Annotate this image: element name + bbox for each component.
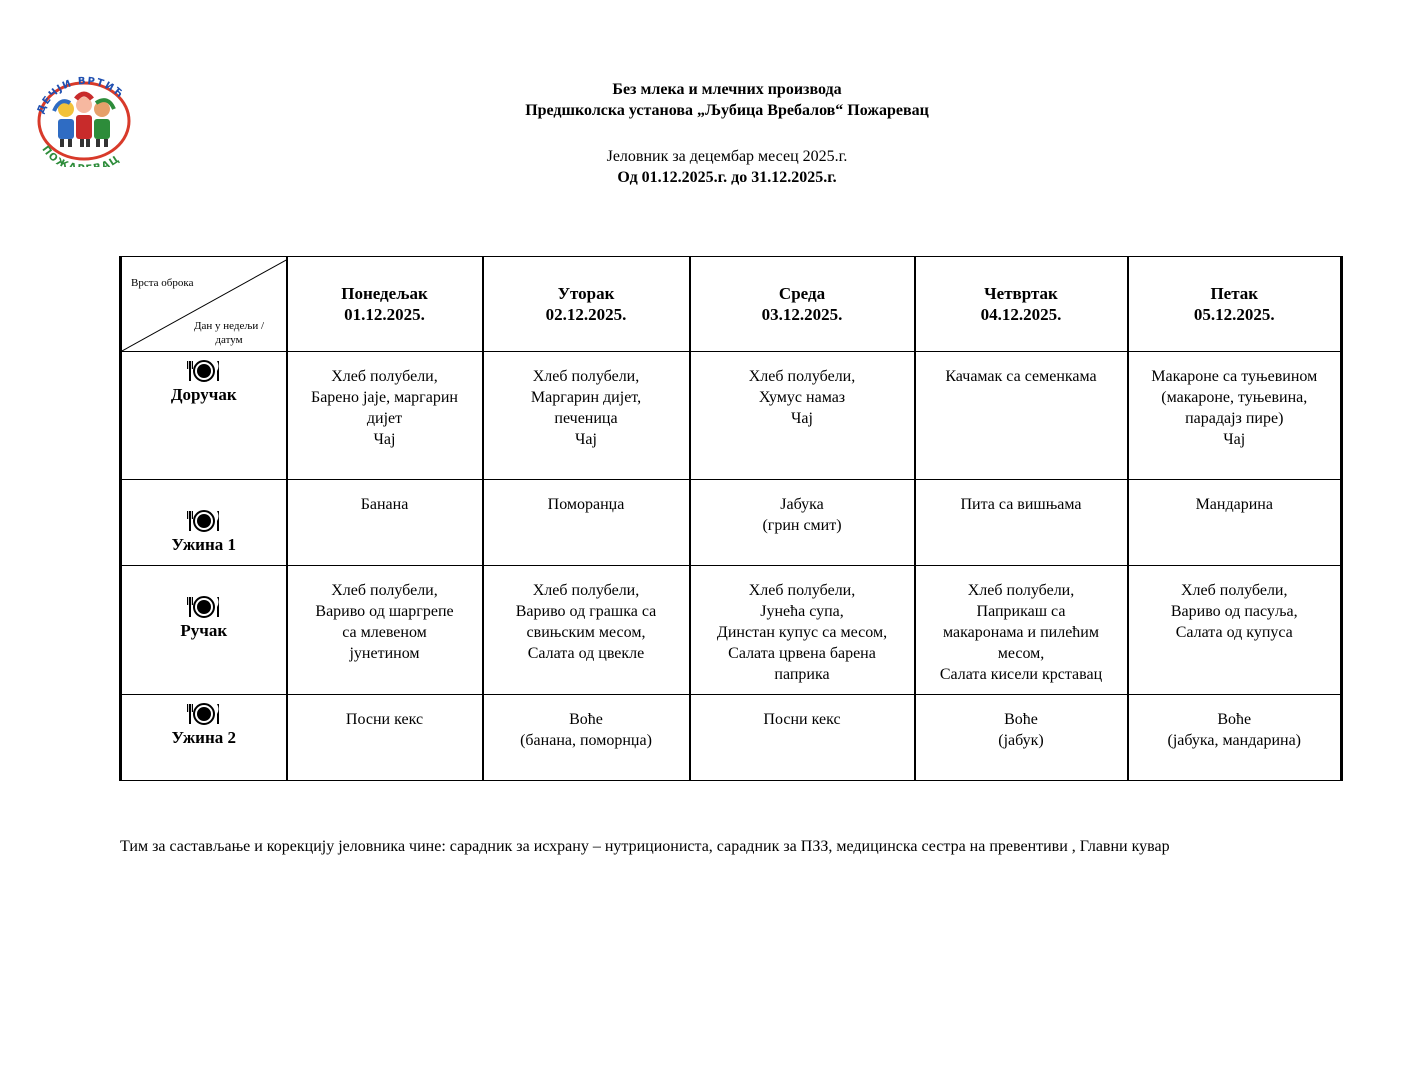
menu-cell	[1128, 352, 1342, 480]
menu-cell	[690, 352, 915, 480]
menu-item-line: Барено јаје, маргарин	[311, 389, 458, 406]
menu-item-line: печеница	[554, 410, 618, 427]
menu-cell	[690, 695, 915, 781]
corner-meal-type: Врста оброка	[131, 277, 194, 289]
document-subheader	[300, 146, 1154, 188]
corner-day-label: Дан у недељи /	[193, 320, 265, 332]
meal-type-cell	[121, 480, 287, 566]
menu-cell	[1128, 480, 1342, 566]
header-line-2: Предшколска установа „Љубица Вребалов“ Пожаревац	[525, 102, 929, 119]
day-header	[1128, 257, 1342, 352]
day-name: Петак	[1210, 284, 1259, 303]
menu-cell	[287, 480, 483, 566]
menu-item-line: свињским месом,	[526, 624, 646, 641]
corner-cell	[121, 257, 287, 352]
menu-item-line: Чај	[575, 431, 597, 448]
menu-item-line: (јабука, мандарина)	[1167, 732, 1301, 749]
day-name: Понедељак	[341, 284, 428, 303]
menu-item-line: Посни кекс	[763, 711, 841, 728]
menu-item-line: Хлеб полубели,	[748, 582, 856, 599]
day-header	[287, 257, 483, 352]
plate-cutlery-icon	[186, 508, 222, 534]
meal-row	[121, 566, 1342, 695]
menu-item-line: Маргарин дијет,	[530, 389, 642, 406]
menu-item-line: Мандарина	[1195, 496, 1273, 513]
menu-item-line: Салата кисели крставац	[939, 666, 1103, 683]
day-date: 05.12.2025.	[1193, 305, 1275, 324]
menu-item-line: Хумус намаз	[758, 389, 846, 406]
menu-cell	[287, 566, 483, 695]
menu-item-line: Воће	[1217, 711, 1252, 728]
day-name: Уторак	[557, 284, 615, 303]
day-name: Четвртак	[984, 284, 1058, 303]
menu-item-line: Динстан купус са месом,	[716, 624, 888, 641]
menu-table	[119, 256, 1343, 781]
menu-item-line: Вариво од грашка са	[515, 603, 657, 620]
menu-item-line: Салата црвена барена	[728, 645, 876, 662]
header-line-3: Јеловник за децембар месец 2025.г.	[606, 148, 848, 165]
menu-item-line: Хлеб полубели,	[748, 368, 856, 385]
plate-cutlery-icon	[186, 358, 222, 384]
menu-item-line: дијет	[366, 410, 403, 427]
meal-type-label: Ужина 2	[171, 728, 237, 747]
menu-cell	[1128, 695, 1342, 781]
menu-item-line: Воће	[1004, 711, 1038, 728]
menu-item-line: месом,	[997, 645, 1045, 662]
menu-cell	[915, 352, 1128, 480]
menu-item-line: Чај	[1223, 431, 1246, 448]
meal-type-label: Доручак	[170, 385, 237, 404]
header-line-1: Без млека и млечних производа	[612, 81, 842, 98]
logo-bottom-text: ПОЖ АЦ	[39, 144, 123, 167]
menu-cell	[915, 566, 1128, 695]
menu-item-line: (јабук)	[998, 732, 1044, 749]
menu-item-line: Хлеб полубели,	[331, 368, 438, 385]
meal-type-label: Ручак	[180, 621, 228, 640]
meal-type-cell	[121, 566, 287, 695]
menu-item-line: Хлеб полубели,	[1181, 582, 1288, 599]
menu-item-line: Макароне са туњевином	[1151, 368, 1318, 385]
menu-item-line: Поморанџа	[547, 496, 625, 513]
menu-cell	[483, 695, 690, 781]
day-header	[915, 257, 1128, 352]
logo-top-text: ДЕЧЈИ ВРТИЋ	[35, 75, 126, 116]
menu-item-line: (грин смит)	[762, 517, 842, 534]
day-date: 04.12.2025.	[980, 305, 1062, 324]
menu-item-line: јунетином	[349, 645, 420, 662]
menu-item-line: са млевеном	[342, 624, 427, 641]
day-header	[690, 257, 915, 352]
menu-item-line: Паприкаш са	[976, 603, 1066, 620]
day-date: 02.12.2025.	[545, 305, 627, 324]
corner-date-label: датум	[215, 334, 243, 346]
kindergarten-logo	[30, 75, 140, 167]
menu-item-line: макаронама и пилећим	[943, 624, 1099, 641]
menu-item-line: Јабука	[780, 496, 824, 513]
menu-item-line: Посни кекс	[345, 711, 424, 728]
menu-item-line: Банана	[360, 496, 409, 513]
header-line-4: Од 01.12.2025.г. до 31.12.2025.г.	[617, 169, 837, 186]
menu-item-line: Вариво од пасуља,	[1170, 603, 1298, 620]
footer-note: Тим за састављање и корекцију јеловника чине: сарадник за исхрану – нутрициониста, сарадник за ПЗЗ, медицинска сестра на превентиви , Главни кувар	[120, 838, 1170, 855]
menu-cell	[690, 480, 915, 566]
document-header	[300, 79, 1154, 121]
menu-cell	[483, 480, 690, 566]
meal-row	[121, 352, 1342, 480]
menu-cell	[915, 695, 1128, 781]
plate-cutlery-icon	[186, 594, 222, 620]
menu-item-line: Салата од цвекле	[527, 645, 645, 662]
menu-item-line: Воће	[569, 711, 603, 728]
menu-item-line: Хлеб полубели,	[967, 582, 1075, 599]
menu-item-line: Салата од купуса	[1175, 624, 1293, 641]
menu-item-line: Хлеб полубели,	[331, 582, 438, 599]
menu-cell	[915, 480, 1128, 566]
menu-cell	[483, 566, 690, 695]
menu-item-line: Вариво од шаргрепе	[315, 603, 454, 620]
day-header	[483, 257, 690, 352]
meal-type-cell	[121, 695, 287, 781]
menu-item-line: Хлеб полубели,	[532, 368, 640, 385]
menu-item-line: (банана, поморнџа)	[520, 732, 652, 749]
day-name: Среда	[778, 284, 826, 303]
menu-item-line: паприка	[774, 666, 830, 683]
plate-cutlery-icon	[186, 701, 222, 727]
menu-item-line: Чај	[791, 410, 813, 427]
menu-item-line: (макароне, туњевина,	[1161, 389, 1308, 406]
meal-type-cell	[121, 352, 287, 480]
meal-type-label: Ужина 1	[171, 535, 237, 554]
meal-row	[121, 695, 1342, 781]
menu-item-line: Хлеб полубели,	[532, 582, 640, 599]
menu-cell	[287, 695, 483, 781]
menu-item-line: Качамак са семенкама	[945, 368, 1097, 385]
menu-item-line: Чај	[373, 431, 396, 448]
day-date: 01.12.2025.	[344, 305, 425, 324]
menu-item-line: Јунећа супа,	[760, 603, 844, 620]
menu-cell	[690, 566, 915, 695]
menu-cell	[287, 352, 483, 480]
menu-item-line: Пита са вишњама	[960, 496, 1082, 513]
table-header-row	[121, 257, 1342, 352]
menu-item-line: парадајз пире)	[1185, 410, 1284, 427]
meal-row	[121, 480, 1342, 566]
day-date: 03.12.2025.	[761, 305, 843, 324]
menu-cell	[1128, 566, 1342, 695]
menu-cell	[483, 352, 690, 480]
